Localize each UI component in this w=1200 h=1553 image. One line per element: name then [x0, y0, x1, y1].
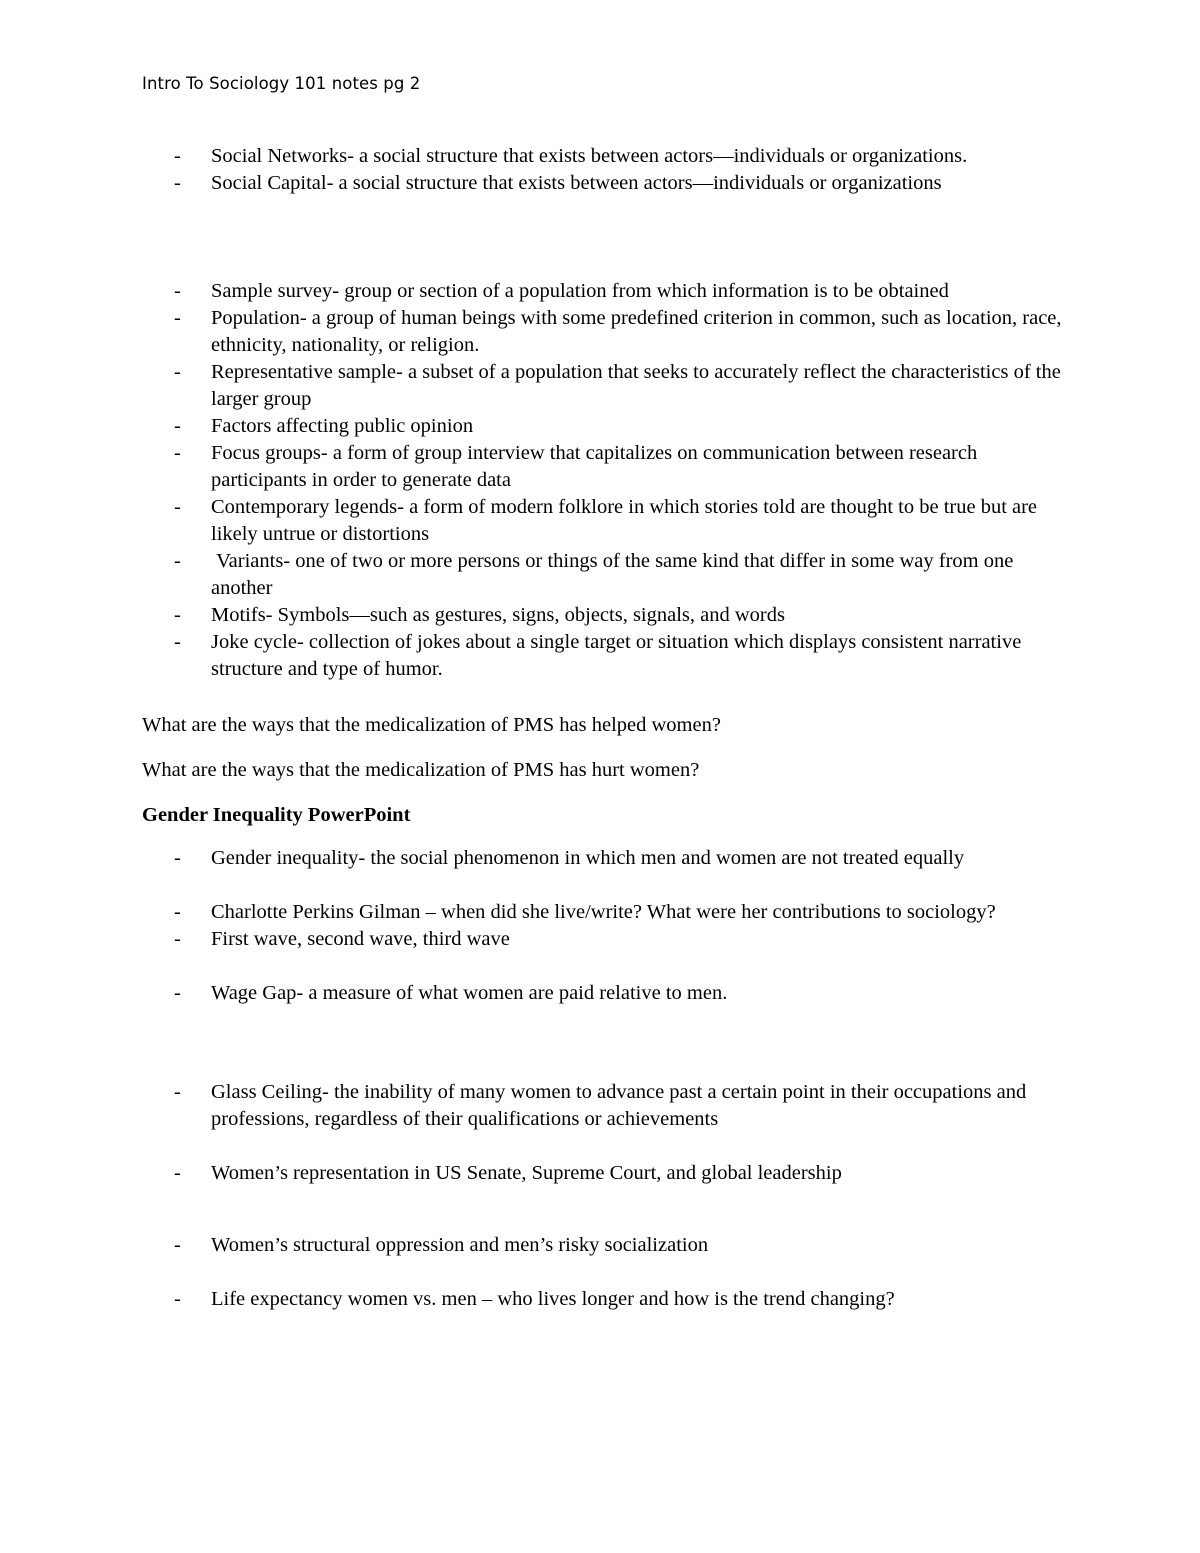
list-item-text: Life expectancy women vs. men – who lives longer and how is the trend changing?	[211, 1288, 895, 1310]
bullet-dash: -	[174, 1162, 181, 1184]
list-item-text: Joke cycle- collection of jokes about a single target or situation which displays consistent narrative structure and type of humor.	[211, 631, 1022, 680]
question-helped: What are the ways that the medicalization of PMS has helped women?	[142, 714, 721, 736]
list-item	[0, 413, 1200, 440]
bullet-dash: -	[174, 631, 181, 653]
list-item	[0, 1286, 1200, 1313]
list-item-text: Social Capital- a social structure that exists between actors—individuals or organizations	[211, 172, 942, 194]
list-item	[0, 548, 1200, 602]
list-item-text: Representative sample- a subset of a population that seeks to accurately reflect the characteristics of the larger group	[211, 361, 1061, 410]
list-item	[0, 143, 1200, 170]
definitions-list-2	[0, 278, 1200, 683]
list-item-text: Factors affecting public opinion	[211, 415, 474, 437]
bullet-dash: -	[174, 1234, 181, 1256]
list-item-text: Population- a group of human beings with some predefined criterion in common, such as location, race, ethnicity, nationality, or religion.	[211, 307, 1062, 356]
list-item-text: First wave, second wave, third wave	[211, 928, 510, 950]
bullet-dash: -	[174, 307, 181, 329]
bullet-dash: -	[174, 442, 181, 464]
list-item-text: Glass Ceiling- the inability of many women to advance past a certain point in their occupations and professions, regardless of their qualifications or achievements	[211, 1081, 1027, 1130]
list-item-text: Focus groups- a form of group interview that capitalizes on communication between research participants in order to generate data	[211, 442, 978, 491]
bullet-dash: -	[174, 415, 181, 437]
bullet-dash: -	[174, 280, 181, 302]
list-item-text: Social Networks- a social structure that exists between actors—individuals or organizations.	[211, 145, 968, 167]
list-item	[0, 278, 1200, 305]
list-item-text: Charlotte Perkins Gilman – when did she live/write? What were her contributions to sociology?	[211, 901, 996, 923]
list-item-text: Variants- one of two or more persons or things of the same kind that differ in some way from one another	[211, 550, 1019, 599]
list-item-text: Women’s structural oppression and men’s risky socialization	[211, 1234, 709, 1256]
list-item	[0, 980, 1200, 1007]
list-item	[0, 359, 1200, 413]
bullet-dash: -	[174, 982, 181, 1004]
bullet-dash: -	[174, 901, 181, 923]
bullet-dash: -	[174, 1288, 181, 1310]
list-item	[0, 1232, 1200, 1259]
list-item-text: Motifs- Symbols—such as gestures, signs, objects, signals, and words	[211, 604, 785, 626]
bullet-dash: -	[174, 550, 181, 572]
bullet-dash: -	[174, 928, 181, 950]
definitions-list-1	[0, 143, 1200, 197]
list-item	[0, 440, 1200, 494]
bullet-dash: -	[174, 172, 181, 194]
list-item	[0, 1079, 1200, 1133]
bullet-dash: -	[174, 1081, 181, 1103]
list-item-text: Gender inequality- the social phenomenon in which men and women are not treated equally	[211, 847, 965, 869]
page-header: Intro To Sociology 101 notes pg 2	[142, 74, 421, 93]
list-item	[0, 602, 1200, 629]
list-item	[0, 899, 1200, 926]
list-item-text: Sample survey- group or section of a population from which information is to be obtained	[211, 280, 949, 302]
bullet-dash: -	[174, 145, 181, 167]
bullet-dash: -	[174, 847, 181, 869]
bullet-dash: -	[174, 604, 181, 626]
list-item	[0, 1160, 1200, 1187]
bullet-dash: -	[174, 361, 181, 383]
bullet-dash: -	[174, 496, 181, 518]
question-hurt: What are the ways that the medicalization of PMS has hurt women?	[142, 759, 700, 781]
list-item	[0, 305, 1200, 359]
list-item-text: Wage Gap- a measure of what women are paid relative to men.	[211, 982, 728, 1004]
list-item	[0, 629, 1200, 683]
list-item	[0, 845, 1200, 872]
list-item-text: Contemporary legends- a form of modern folklore in which stories told are thought to be true but are likely untrue or distortions	[211, 496, 1038, 545]
list-item	[0, 494, 1200, 548]
list-item	[0, 170, 1200, 197]
section-heading: Gender Inequality PowerPoint	[142, 804, 411, 826]
list-item	[0, 926, 1200, 953]
list-item-text: Women’s representation in US Senate, Supreme Court, and global leadership	[211, 1162, 842, 1184]
gender-inequality-list	[0, 845, 1200, 1313]
